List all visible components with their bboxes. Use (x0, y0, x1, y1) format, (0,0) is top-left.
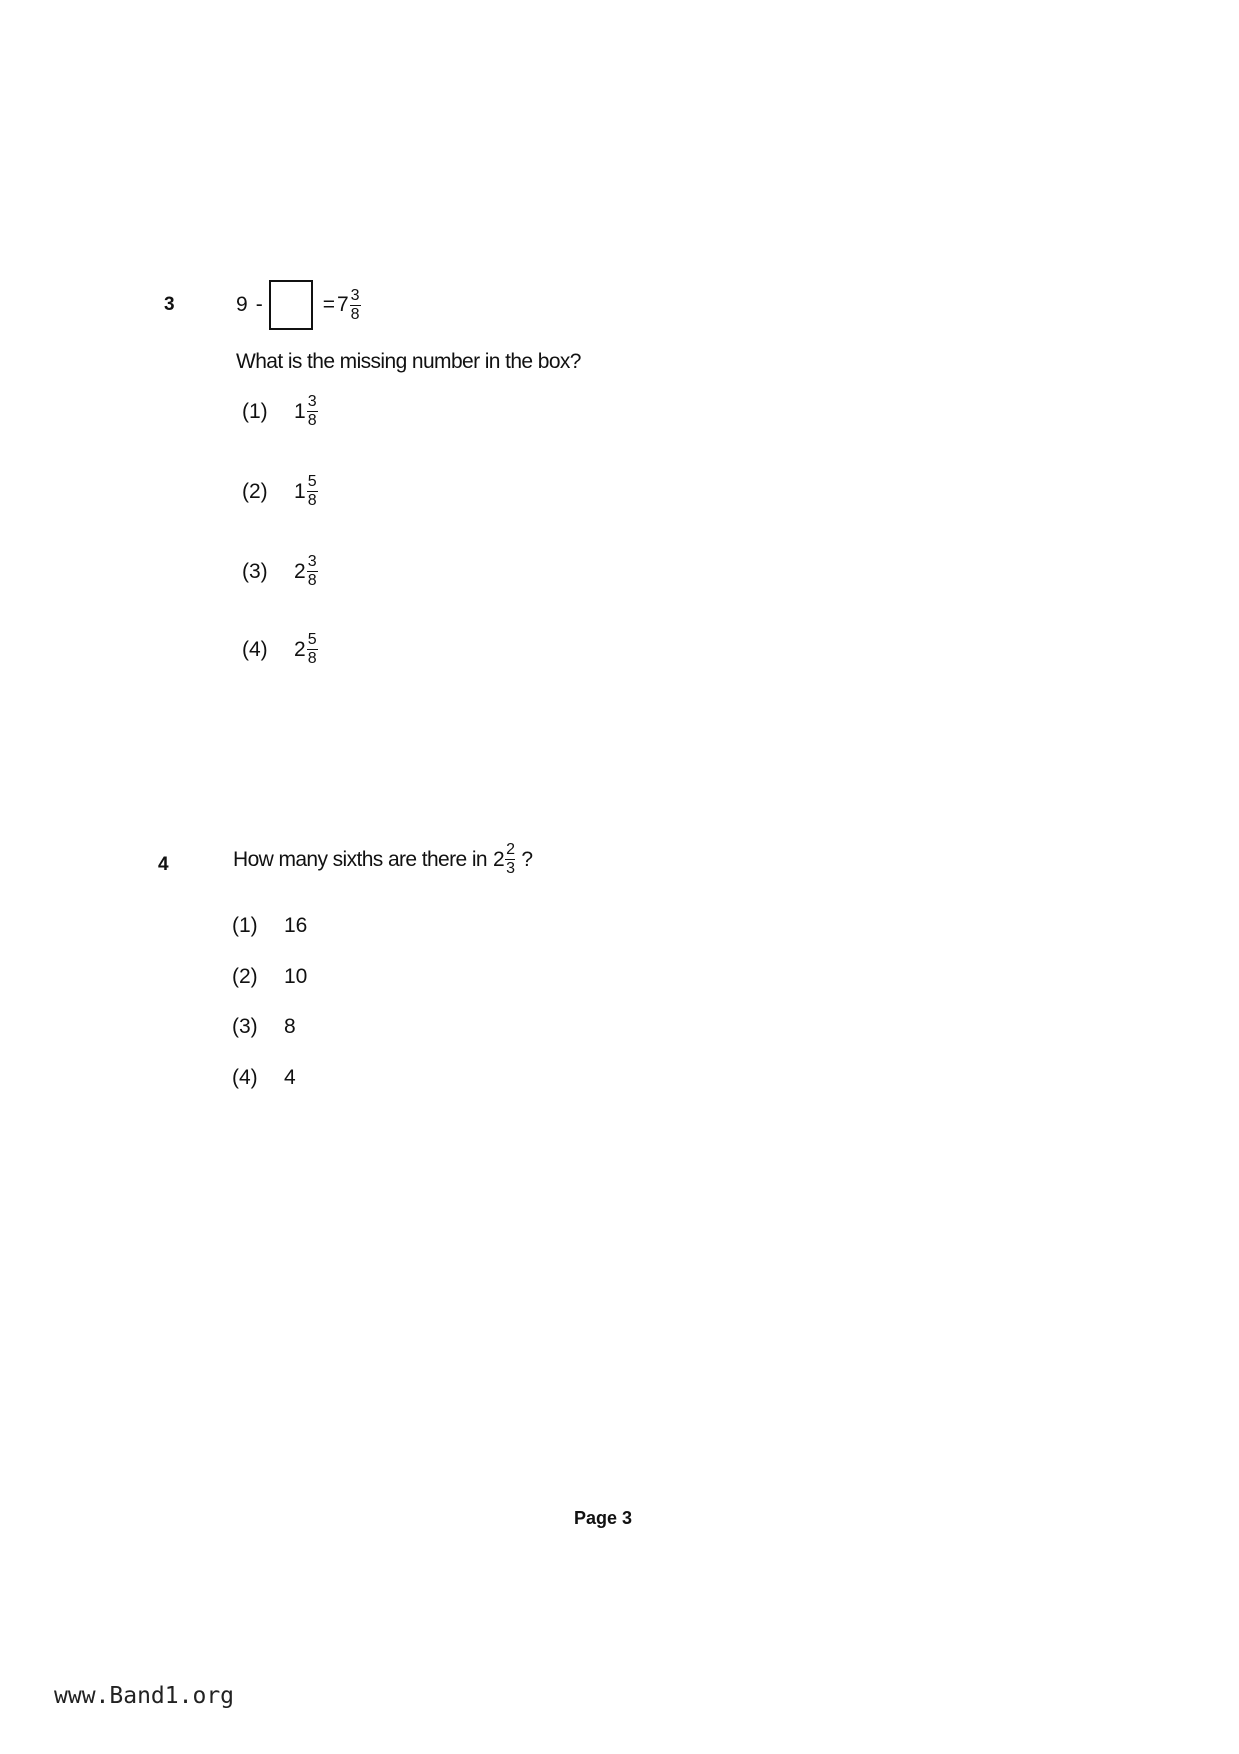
prompt-text: How many sixths are there in (233, 847, 487, 871)
fraction-denominator: 8 (307, 572, 317, 589)
fraction-denominator: 8 (350, 305, 360, 323)
fraction-numerator: 5 (307, 631, 317, 648)
option-value: 16 (284, 914, 308, 937)
option-value: 4 (284, 1066, 296, 1089)
option-fraction (307, 554, 318, 589)
equation-result-whole: 7 (336, 293, 349, 316)
fraction-numerator: 2 (506, 841, 515, 858)
fraction-numerator: 3 (307, 553, 317, 570)
option-whole: 2 (294, 637, 306, 661)
mixed-fraction (505, 842, 515, 877)
equation-minus: - (255, 293, 263, 316)
question-3-option-4 (242, 632, 318, 667)
option-value: 10 (284, 965, 308, 988)
question-3-option-1 (242, 394, 318, 429)
fraction-denominator: 3 (506, 860, 515, 877)
question-4-prompt (233, 842, 532, 877)
question-3-option-3 (242, 554, 318, 589)
question-3-prompt: What is the missing number in the box? (236, 350, 581, 373)
option-fraction (307, 394, 318, 429)
answer-blank-box (269, 280, 313, 330)
option-label: (1) (242, 399, 268, 423)
option-label: (4) (242, 637, 268, 661)
question-4-number: 4 (158, 854, 169, 875)
question-3-number: 3 (164, 294, 175, 315)
fraction-numerator: 5 (307, 473, 317, 490)
option-whole: 1 (294, 479, 306, 503)
fraction-denominator: 8 (307, 492, 317, 509)
option-value: 8 (284, 1015, 296, 1038)
equation-left: 9 (236, 293, 248, 316)
question-3-option-2 (242, 474, 318, 509)
question-3-equation (236, 280, 361, 330)
option-whole: 1 (294, 399, 306, 423)
fraction-denominator: 8 (307, 412, 317, 429)
fraction-numerator: 3 (350, 286, 360, 304)
fraction-numerator: 3 (307, 393, 317, 410)
option-label: (4) (232, 1066, 258, 1089)
option-fraction (307, 474, 318, 509)
fraction-denominator: 8 (307, 650, 317, 667)
option-label: (3) (242, 559, 268, 583)
question-4-option-3 (232, 1015, 296, 1039)
question-4-option-1 (232, 914, 307, 938)
option-label: (1) (232, 914, 258, 937)
question-4-option-4 (232, 1066, 296, 1090)
prompt-question-mark: ? (521, 847, 533, 871)
option-label: (2) (242, 479, 268, 503)
option-label: (2) (232, 965, 258, 988)
mixed-whole: 2 (492, 847, 505, 871)
option-whole: 2 (294, 559, 306, 583)
question-4-option-2 (232, 965, 307, 989)
option-label: (3) (232, 1015, 258, 1038)
equation-equals: = (322, 293, 335, 316)
page-number: Page 3 (574, 1508, 633, 1528)
equation-result-fraction (350, 288, 361, 323)
option-fraction (307, 632, 318, 667)
site-watermark: www.Band1.org (54, 1683, 235, 1709)
